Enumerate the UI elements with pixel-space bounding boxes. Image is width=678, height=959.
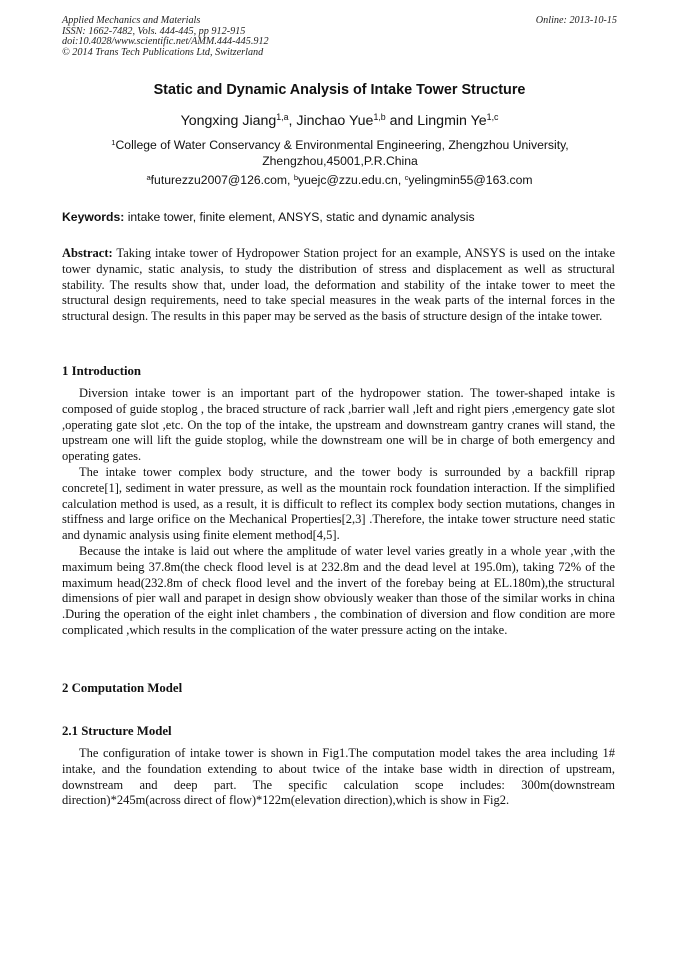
- email-mark: b: [293, 172, 299, 182]
- author-separator: and: [385, 113, 418, 129]
- email-address[interactable]: futurezzu2007@126.com: [150, 173, 288, 187]
- affiliation-mark: 1: [111, 137, 116, 147]
- journal-name: Applied Mechanics and Materials: [62, 15, 201, 26]
- doi-line: doi:10.4028/www.scientific.net/AMM.444-445.912: [62, 36, 269, 48]
- online-date: Online: 2013-10-15: [535, 15, 617, 26]
- abstract-text: Taking intake tower of Hydropower Station project for an example, ANSYS is used on the intake tower dynamic, static analysis, to study the distribution of stress and displacement as well as structural stability. The results show that, under load, the deformation and stability of the intake tower to meet the structural design requirements, need to take special measures in the weak parts of the internal forces in the structural design. The results in this paper may be served as the basis of structure design of the intake tower.: [62, 246, 615, 324]
- email-separator: ,: [397, 173, 405, 187]
- abstract-label: Abstract:: [62, 246, 113, 260]
- paragraph: Diversion intake tower is an important part of the hydropower station. The tower-shaped intake is composed of guide stoplog , the braced structure of rack ,barrier wall ,left and right piers ,emergency gate slot ,operating gate slot ,etc. On the top of the intake, the upstream and downstream gantry cranes will stand, the upstream one will lift the guide stoplog, while the downstream one will be in charge of both emergency and operating gates.: [62, 386, 615, 464]
- email-mark: a: [146, 172, 151, 182]
- affiliation: [95, 137, 585, 169]
- introduction-body: [62, 386, 615, 639]
- section-heading-computation-model: 2 Computation Model: [62, 681, 183, 695]
- paragraph: The configuration of intake tower is shown in Fig1.The computation model takes the area including 1# intake, and the foundation extending to about twice of the intake base width in direction of upstream, downstream and deep part. The specific calculation scope includes: 300m(downstream direction)*245m(across direct of flow)*122m(elevation direction),which is show in Fig2.: [62, 746, 615, 808]
- keywords-text: intake tower, finite element, ANSYS, static and dynamic analysis: [124, 210, 475, 224]
- author-name: Jinchao Yue: [296, 113, 374, 129]
- email-list: [62, 173, 617, 187]
- abstract: [62, 246, 615, 325]
- paragraph: Because the intake is laid out where the amplitude of water level varies greatly in a whole year ,with the maximum being 37.8m(the check flood level is at 232.8m and the dead level at 195.0m), taking 72% of the maximum head(232.8m of check flood level and the invert of the forebay being at EL.180m),the structural dimensions of pier wall and parapet in design show obviously weaker than those of the similar works in china .During the operation of the eight inlet chambers , the combination of diversion and flow condition are more complicated ,which results in the complication of the water pressure acting on the intake.: [62, 543, 615, 637]
- email-address[interactable]: yuejc@zzu.edu.cn: [298, 173, 398, 187]
- paragraph: The intake tower complex body structure, and the tower body is surrounded by a backfill riprap concrete[1], sediment in water pressure, as well as the mountain rock foundation interaction. If the simplified calculation method is used, as a result, it is difficult to reflect its complex body section mutations, changes in stiffness and large orifice on the Mechanical Properties[2,3] .Therefore, the intake tower structure need static and dynamic analysis using finite element method[4,5].: [62, 464, 615, 543]
- paper-title: Static and Dynamic Analysis of Intake Tower Structure: [153, 82, 526, 98]
- keywords-label: Keywords:: [62, 210, 125, 224]
- author-list: [62, 113, 617, 129]
- copyright-line: © 2014 Trans Tech Publications Ltd, Switzerland: [62, 47, 264, 59]
- keywords: [62, 210, 617, 224]
- author-affil-mark: 1,a: [276, 112, 289, 123]
- subsection-heading-structure-model: 2.1 Structure Model: [62, 724, 172, 738]
- email-mark: c: [404, 172, 409, 182]
- email-address[interactable]: yelingmin55@163.com: [408, 173, 533, 187]
- author-separator: ,: [288, 113, 297, 129]
- email-separator: ,: [287, 173, 294, 187]
- author-affil-mark: 1,b: [373, 112, 386, 123]
- structure-model-body: [62, 746, 615, 809]
- author-name: Yongxing Jiang: [180, 113, 277, 129]
- section-heading-introduction: 1 Introduction: [62, 364, 142, 378]
- affiliation-text: College of Water Conservancy & Environmental Engineering, Zhengzhou University, Zhengzhou,45001,P.R.China: [115, 138, 569, 168]
- journal-header: [62, 16, 617, 59]
- issn-line: ISSN: 1662-7482, Vols. 444-445, pp 912-915: [62, 25, 246, 37]
- author-name: Lingmin Ye: [417, 113, 487, 129]
- author-affil-mark: 1,c: [486, 112, 499, 123]
